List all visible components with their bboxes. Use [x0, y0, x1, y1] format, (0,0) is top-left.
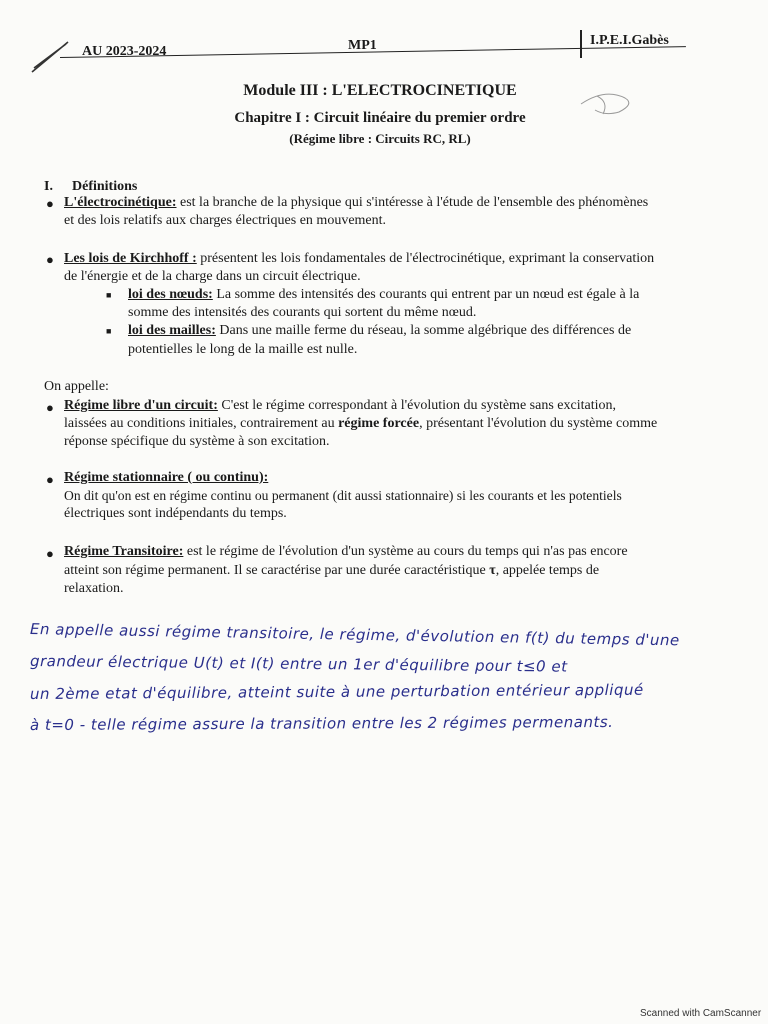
def-kirchhoff-term: Les lois de Kirchhoff : — [64, 251, 197, 266]
regime-libre-text: C'est le régime correspondant à l'évolution du système sans excitation, — [217, 398, 616, 413]
def-noeuds-term: loi des nœuds: — [128, 287, 213, 302]
header-class: MP1 — [348, 38, 377, 53]
bullet-dot: ● — [46, 472, 54, 487]
regime-trans — [64, 543, 754, 561]
def-electro-term: L'électrocinétique: — [64, 195, 177, 210]
regime-trans-text2b: , appelée temps de — [495, 563, 600, 578]
def-mailles-line2: potentielles le long de la maille est nulle. — [128, 342, 358, 357]
def-kirchhoff-line2: de l'énergie et de la charge dans un circuit électrique. — [64, 269, 361, 284]
regime-trans-text: est le régime de l'évolution d'un système au cours du temps qui n'as pas encore — [183, 544, 628, 559]
def-mailles-text: Dans une maille ferme du réseau, la somme algébrique des différences de — [215, 323, 632, 338]
chapter-title: Chapitre I : Circuit linéaire du premier ordre — [234, 110, 526, 126]
on-appelle: On appelle: — [44, 379, 109, 394]
def-electro-line2: et des lois relatifs aux charges électriques en mouvement. — [64, 213, 387, 228]
regime-stat-term — [64, 469, 268, 487]
bullet-dot: ● — [46, 252, 54, 267]
regime-stat-text: On dit qu'on est en régime continu ou permanent (dit aussi stationnaire) si les courants et les potentiels — [64, 488, 622, 503]
regime-libre-text2a: laissées au conditions initiales, contrairement au — [64, 416, 339, 431]
chapter-subtitle: (Régime libre : Circuits RC, RL) — [289, 131, 471, 146]
def-electro — [64, 194, 744, 212]
regime-stat-label: Régime stationnaire ( ou continu): — [64, 470, 269, 485]
regime-libre-term: Régime libre d'un circuit: — [64, 398, 218, 413]
tau-symbol: τ — [489, 563, 496, 578]
def-noeuds — [128, 286, 748, 304]
section-number: I. — [44, 179, 53, 194]
regime-forcee: régime forcée — [338, 416, 420, 431]
handwritten-line-3: un 2ème etat d'équilibre, atteint suite à une perturbation entérieur appliqué — [29, 680, 644, 703]
regime-stat-line2: électriques sont indépendants du temps. — [64, 506, 287, 521]
def-mailles-term: loi des mailles: — [128, 323, 216, 338]
regime-libre-text2b: , présentant l'évolution du système comme — [419, 416, 658, 431]
regime-trans-text2: atteint son régime permanent. Il se caractérise par une durée caractéristique — [64, 563, 490, 578]
regime-libre — [64, 397, 754, 415]
regime-trans-term: Régime Transitoire: — [64, 544, 184, 559]
def-noeuds-line2: somme des intensités des courants qui sortent du même nœud. — [128, 305, 477, 320]
def-electro-text: est la branche de la physique qui s'intéresse à l'étude de l'ensemble des phénomènes — [176, 195, 649, 210]
handwritten-line-2: grandeur électrique U(t) et I(t) entre un 1er d'équilibre pour t≤0 et — [29, 652, 568, 676]
margin-scribble — [575, 84, 645, 128]
scanner-watermark: Scanned with CamScanner — [640, 1008, 762, 1019]
def-kirchhoff-text: présentent les lois fondamentales de l'électrocinétique, exprimant la conservation — [196, 251, 655, 266]
handwritten-line-1: En appelle aussi régime transitoire, le régime, d'évolution en f(t) du temps d'une — [29, 620, 680, 650]
regime-trans-line2 — [64, 562, 764, 580]
def-noeuds-text: La somme des intensités des courants qui entrent par un nœud est égale à la — [212, 287, 640, 302]
regime-libre-line3: réponse spécifique du système à son excitation. — [64, 434, 330, 449]
bullet-dot: ● — [46, 400, 54, 415]
def-kirchhoff — [64, 250, 754, 268]
square-bullet: ■ — [106, 326, 112, 336]
square-bullet: ■ — [106, 290, 112, 300]
header-school: I.P.E.I.Gabès — [590, 33, 669, 48]
header-separator — [580, 30, 582, 58]
module-title: Module III : L'ELECTROCINETIQUE — [243, 82, 517, 99]
regime-trans-line3: relaxation. — [64, 581, 124, 596]
handwritten-line-4: à t=0 - telle régime assure la transition entre les 2 régimes permenants. — [29, 712, 614, 734]
regime-libre-line2 — [64, 415, 754, 433]
bullet-dot: ● — [46, 196, 54, 211]
bullet-dot: ● — [46, 546, 54, 561]
header-year: AU 2023-2024 — [82, 44, 167, 59]
section-label: Définitions — [72, 179, 138, 194]
def-mailles — [128, 322, 748, 340]
